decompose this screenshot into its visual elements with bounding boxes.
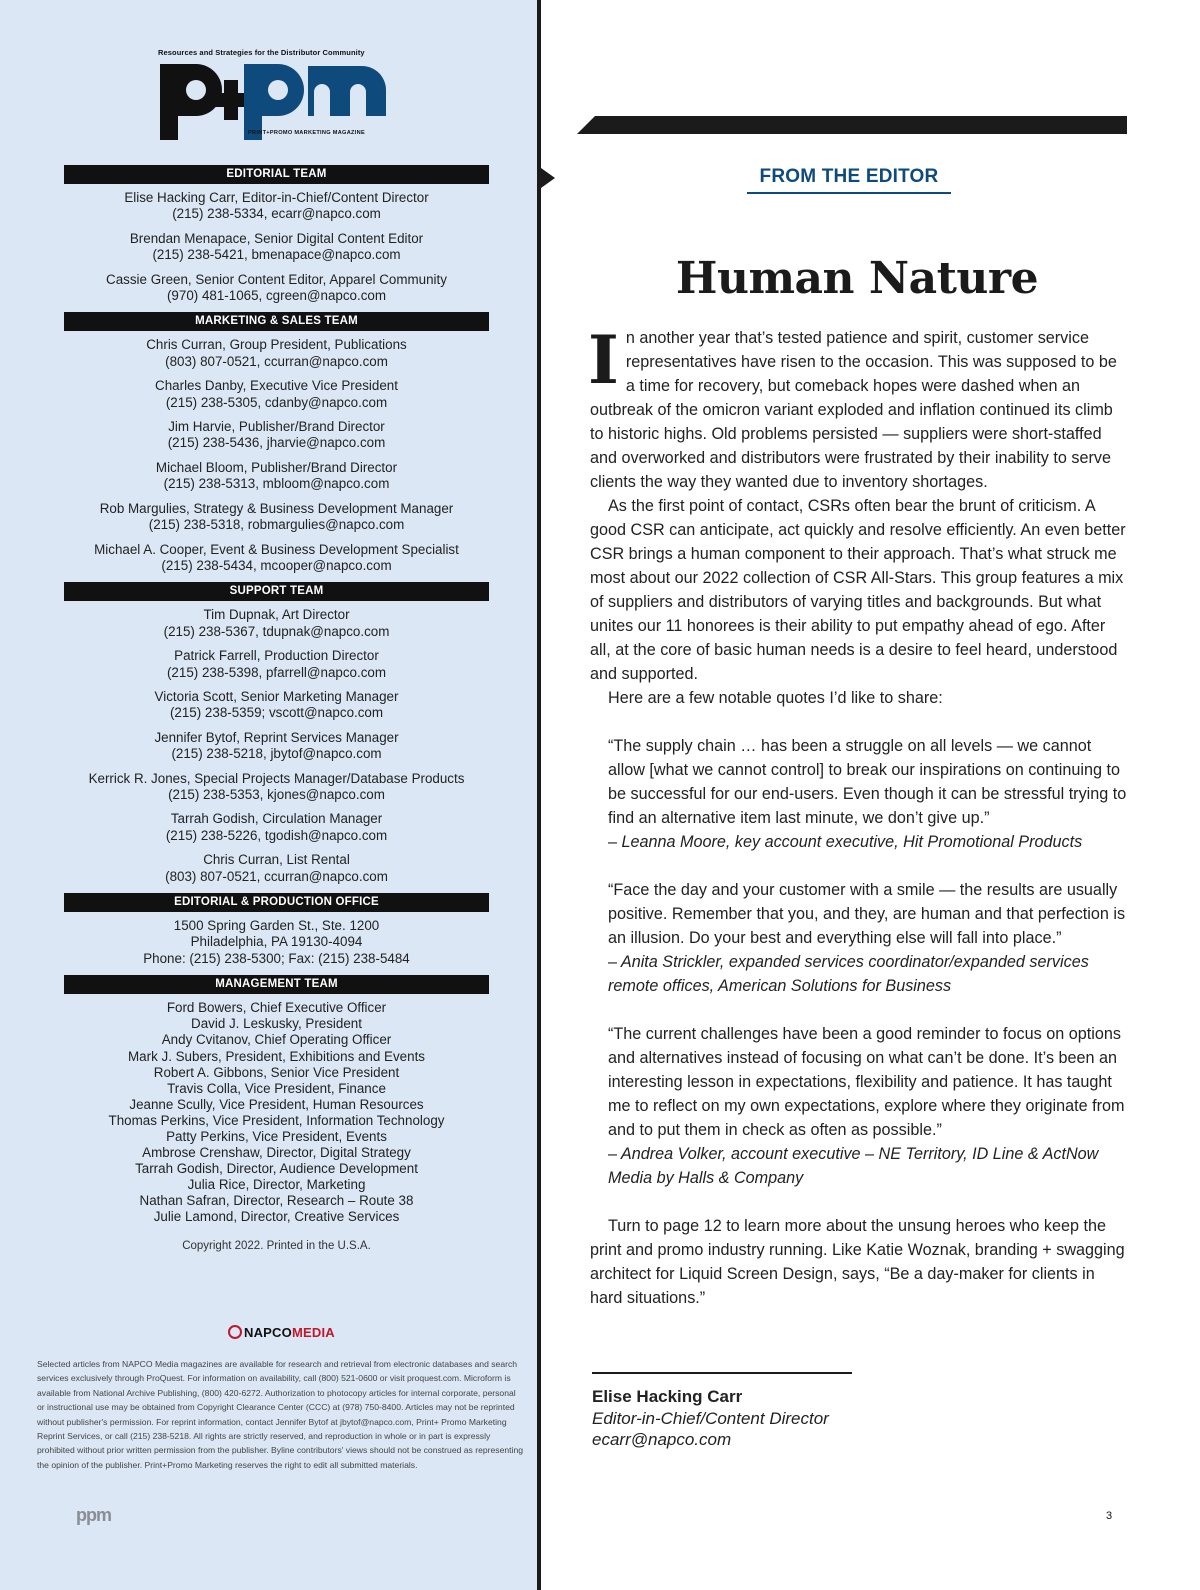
copyright: Copyright 2022. Printed in the U.S.A. [182,1239,371,1252]
pull-quote [608,734,1127,854]
page-number: 3 [1106,1510,1113,1522]
staff-directory [64,165,489,1252]
staff-entry [64,648,489,681]
staff-contact: (215) 238-5218, jbytof@napco.com [171,746,382,762]
staff-contact: (215) 238-5421, bmenapace@napco.com [152,247,401,263]
staff-entry [64,852,489,885]
paragraph: Here are a few notable quotes I’d like to share: [608,689,943,707]
staff-entry [64,231,489,264]
staff-entry [64,419,489,452]
staff-entry [64,811,489,844]
staff-contact: (215) 238-5367, tdupnak@napco.com [163,623,390,639]
quote-text: “The supply chain … has been a struggle on all levels — we cannot allow [what we cannot control] to break our inspirations on continuing to be successful for our end-users. Even though it can be stressful trying to find an alternative item last minute, we don’t give up.” [608,737,1127,827]
divider-arrow-icon [541,168,555,188]
paragraph: As the first point of contact, CSRs often bear the brunt of criticism. A good CSR can anticipate, act quickly and resolve efficiently. An even better CSR brings a human component to their approach. That’s what struck me most about our 2022 collection of CSR All-Stars. This group features a mix of suppliers and distributors of varying titles and backgrounds. But what unites our 11 honorees is their ability to put empathy ahead of ego. After all, at the core of basic human needs is a desire to feel heard, understood and supported. [590,497,1126,683]
pull-quote [608,1022,1127,1190]
section-header-editorial: EDITORIAL TEAM [64,165,489,184]
section-header-office: EDITORIAL & PRODUCTION OFFICE [64,893,489,912]
top-black-bar [577,116,1127,134]
quote-text: “The current challenges have been a good reminder to focus on options and alternatives instead of focusing on what can’t be done. It’s been an interesting lesson in expectations, flexibility and patience. It has taught me to reflect on my own expectations, explore where they originate from and to put them in check as often as possible.” [608,1025,1125,1139]
staff-entry [64,272,489,305]
staff-entry [64,730,489,763]
staff-contact: (803) 807-0521, ccurran@napco.com [165,868,388,884]
quote-attribution: – Andrea Volker, account executive – NE Territory, ID Line & ActNow Media by Halls & Company [608,1145,1099,1187]
management-member: Travis Colla, Vice President, Finance [167,1080,386,1096]
staff-name: Charles Danby, Executive Vice President [155,378,398,394]
staff-name: Michael Bloom, Publisher/Brand Director [155,459,398,475]
staff-name: Brendan Menapace, Senior Digital Content Editor [129,230,424,246]
signature-title: Editor-in-Chief/Content Director [592,1408,829,1428]
ppm-logo [158,60,398,140]
staff-contact: (215) 238-5318, robmargulies@napco.com [148,517,405,533]
staff-name: Jim Harvie, Publisher/Brand Director [168,419,385,435]
signature-name: Elise Hacking Carr [592,1387,743,1406]
management-list [64,1000,489,1225]
napco-media-logo [228,1325,335,1340]
office-address [64,918,489,967]
management-member: Julia Rice, Director, Marketing [187,1177,366,1193]
management-member: Mark J. Subers, President, Exhibitions and Events [128,1048,425,1064]
staff-name: Rob Margulies, Strategy & Business Development Manager [99,500,454,516]
masthead [158,46,398,154]
section-header-management: MANAGEMENT TEAM [64,975,489,994]
management-member: Robert A. Gibbons, Senior Vice President [153,1064,400,1080]
management-member: Thomas Perkins, Vice President, Information Technology [108,1112,445,1128]
article-body [588,321,1127,1310]
staff-entry [64,542,489,575]
staff-name: Tim Dupnak, Art Director [203,607,350,623]
management-member: Patty Perkins, Vice President, Events [166,1128,387,1144]
column-divider [537,0,541,1590]
staff-name: Chris Curran, Group President, Publications [146,337,407,353]
staff-name: Michael A. Cooper, Event & Business Development Specialist [94,541,459,557]
staff-name: Jennifer Bytof, Reprint Services Manager [154,729,399,745]
quote-attribution: – Leanna Moore, key account executive, Hit Promotional Products [608,833,1083,851]
department-label: FROM THE EDITOR [759,166,939,187]
staff-name: Elise Hacking Carr, Editor-in-Chief/Content Director [124,190,429,205]
staff-name: Cassie Green, Senior Content Editor, Apparel Community [106,271,447,287]
drop-cap: I [588,321,619,399]
management-member: Tarrah Godish, Director, Audience Development [135,1161,418,1177]
editor-signature [592,1386,829,1451]
paragraph-text: n another year that’s tested patience and spirit, customer service representatives have risen to the occasion. This was supposed to be a time for recovery, but comeback hopes were dashed when an outbreak of the omicron variant exploded and inflation continued its climb to historic highs. Old problems persisted — suppliers were short-staffed and overworked and distributors were frustrated by their inability to serve clients the way they wanted due to inventory shortages. [590,329,1117,491]
legal-fineprint: Selected articles from NAPCO Media magazines are available for research and retrieval from electronic databases and search services exclusively through ProQuest. For information on availability, call (800) 521-0600 or visit proquest.com. Microform is available from National Archive Publishing, (800) 420-6272. Authorization to photocopy articles for internal corporate, personal or instructional use may be obtained from Copyright Clearance Center (CCC) at (978) 750-8400. Articles may not be reprinted without publisher's permission. For reprint information, contact Jennifer Bytof at jbytof@napco.com, Print+ Promo Marketing Reprint Services, or call (215) 238-5218. All rights are strictly reserved, and reproduction in whole or in part is expressly prohibited without prior written permission from the publisher. Byline contributors' views should not be construed as representing the opinion of the publisher. Print+Promo Marketing reserves the right to edit all submitted materials. [37,1359,524,1470]
paragraph-closing: Turn to page 12 to learn more about the unsung heroes who keep the print and promo industry running. Like Katie Woznak, branding + swagging architect for Liquid Screen Design, says, “Be a day-maker for clients in hard situations.” [590,1217,1125,1307]
staff-name: Tarrah Godish, Circulation Manager [170,811,383,827]
signature-rule [592,1372,852,1374]
article-headline: Human Nature [675,253,1039,304]
staff-entry [64,337,489,370]
section-header-marketing: MARKETING & SALES TEAM [64,312,489,331]
address-line: Philadelphia, PA 19130-4094 [190,934,363,950]
staff-name: Kerrick R. Jones, Special Projects Manager/Database Products [88,770,465,786]
staff-entry [64,460,489,493]
management-member: Andy Cvitanov, Chief Operating Officer [161,1032,392,1048]
address-line: 1500 Spring Garden St., Ste. 1200 [173,918,380,933]
staff-contact: (215) 238-5359; vscott@napco.com [169,705,384,721]
staff-contact: (215) 238-5434, mcooper@napco.com [161,557,392,573]
management-member: Jeanne Scully, Vice President, Human Resources [129,1096,424,1112]
napco-logo-part2: MEDIA [291,1325,335,1340]
staff-entry [64,607,489,640]
quote-attribution: – Anita Strickler, expanded services coordinator/expanded services remote offices, American Solutions for Business [608,953,1089,995]
management-member: Julie Lamond, Director, Creative Services [153,1209,400,1225]
staff-contact: (215) 238-5226, tgodish@napco.com [165,827,388,843]
staff-entry [64,689,489,722]
staff-contact: (215) 238-5398, pfarrell@napco.com [166,664,387,680]
masthead-tagline: Resources and Strategies for the Distributor Community [158,48,365,57]
napco-logo-part1: NAPCO [244,1325,292,1340]
footer-ppm-logo: ppm [76,1505,111,1525]
management-member: Nathan Safran, Director, Research – Route 38 [139,1193,414,1209]
staff-entry [64,190,489,223]
staff-entry [64,771,489,804]
staff-sidebar [0,0,537,1590]
management-member: Ambrose Crenshaw, Director, Digital Strategy [142,1145,411,1161]
staff-contact: (215) 238-5334, ecarr@napco.com [172,206,381,222]
staff-entry [64,378,489,411]
staff-contact: (970) 481-1065, cgreen@napco.com [166,288,387,304]
staff-contact: (215) 238-5305, cdanby@napco.com [165,394,388,410]
signature-email: ecarr@napco.com [592,1430,732,1449]
management-member: David J. Leskusky, President [191,1016,362,1032]
staff-contact: (215) 238-5436, jharvie@napco.com [167,435,386,451]
staff-name: Patrick Farrell, Production Director [174,648,379,664]
staff-entry [64,501,489,534]
staff-contact: (215) 238-5313, mbloom@napco.com [163,476,390,492]
staff-contact: (215) 238-5353, kjones@napco.com [168,786,385,802]
staff-name: Victoria Scott, Senior Marketing Manager [154,688,399,704]
staff-contact: (803) 807-0521, ccurran@napco.com [165,353,388,369]
phone-fax-line: Phone: (215) 238-5300; Fax: (215) 238-5484 [143,950,410,966]
paragraph-intro [588,321,1127,494]
napco-ring-icon [228,1325,242,1339]
section-header-support: SUPPORT TEAM [64,582,489,601]
pull-quote [608,878,1127,998]
masthead-subtitle: PRINT+PROMO MARKETING MAGAZINE [248,130,365,136]
quote-text: “Face the day and your customer with a smile — the results are usually positive. Remember that you, and they, are human and that perfection is an illusion. Do your best and everything else will fall into place.” [608,881,1126,947]
department-underline [747,192,951,194]
management-member: Ford Bowers, Chief Executive Officer [166,1000,387,1016]
staff-name: Chris Curran, List Rental [203,852,350,868]
